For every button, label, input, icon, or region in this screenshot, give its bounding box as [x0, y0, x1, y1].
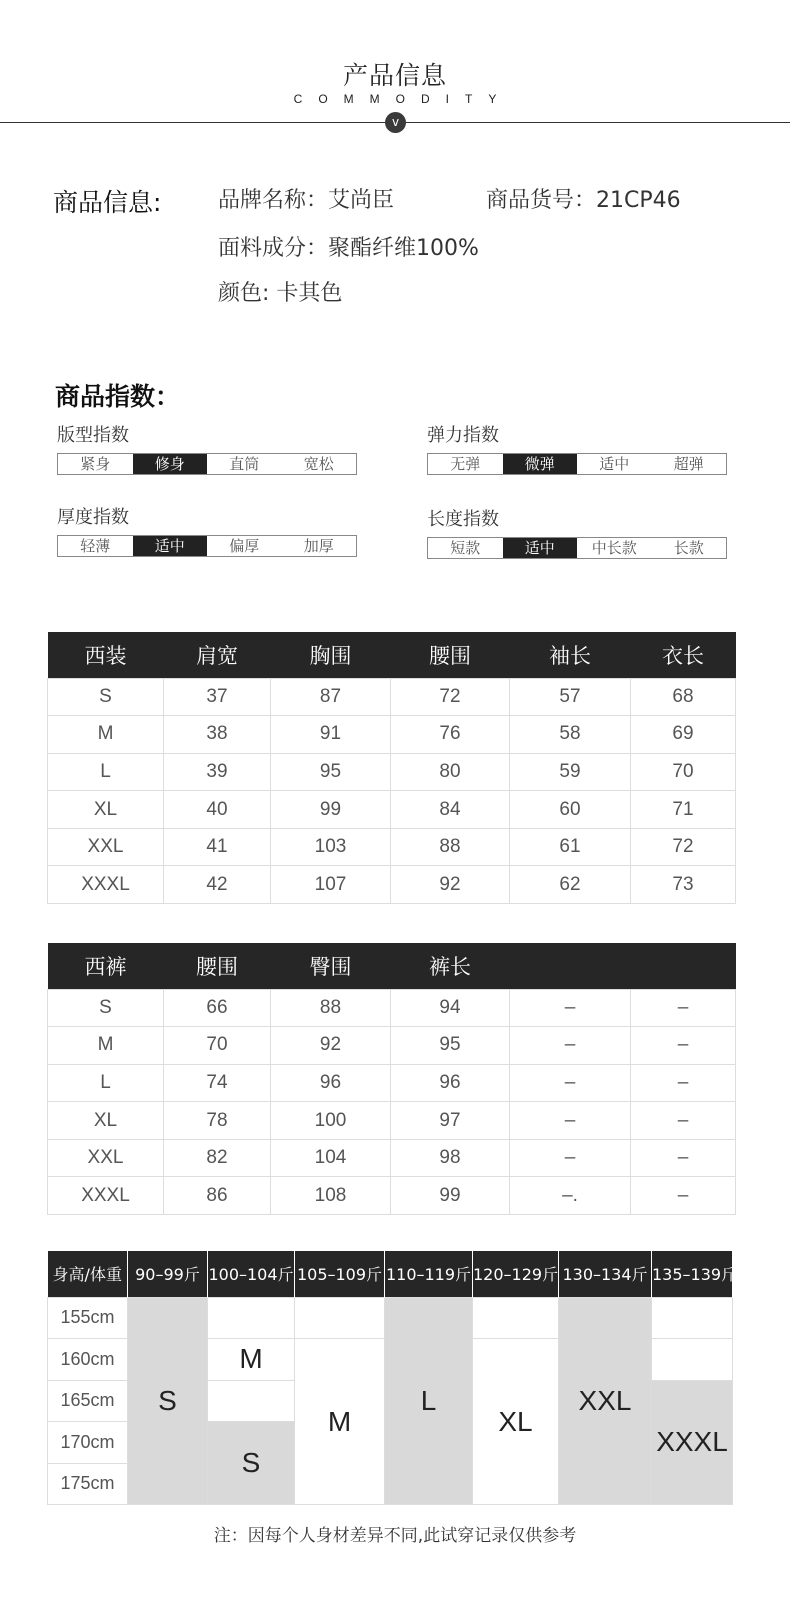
column-header	[510, 943, 631, 989]
weight-header: 90–99斤	[128, 1251, 208, 1297]
thickness-option: 偏厚	[229, 537, 260, 555]
table-header-row	[48, 1251, 733, 1297]
section-subtitle: COMMODITY	[293, 92, 513, 106]
fabric-composition: 面料成分：聚酯纤维100%	[218, 236, 479, 261]
indices-heading: 商品指数：	[55, 382, 181, 411]
table-row	[48, 989, 736, 1027]
measurement-cell: –	[510, 1064, 631, 1102]
table-row	[48, 828, 736, 866]
size-cell: M	[295, 1339, 385, 1505]
measurement-cell: 99	[271, 791, 391, 829]
color-info: 颜色: 卡其色	[218, 281, 343, 306]
size-label: S	[48, 989, 164, 1027]
length-index-scale	[427, 537, 727, 559]
measurement-cell: 96	[271, 1064, 391, 1102]
measurement-cell: 84	[391, 791, 510, 829]
length-option: 中长款	[591, 539, 637, 557]
table-header-row	[48, 943, 736, 989]
size-label: XXL	[48, 828, 164, 866]
size-label: XL	[48, 1102, 164, 1140]
measurement-cell: 87	[271, 678, 391, 716]
measurement-cell: 97	[391, 1102, 510, 1140]
thickness-index	[57, 507, 357, 557]
measurement-cell: 60	[510, 791, 631, 829]
size-label: L	[48, 1064, 164, 1102]
table-row	[48, 753, 736, 791]
weight-header: 110–119斤	[385, 1251, 473, 1297]
weight-header: 135–139斤	[652, 1251, 733, 1297]
table-row	[48, 1102, 736, 1140]
pants-size-table	[47, 943, 736, 1215]
thickness-option: 轻薄	[80, 537, 111, 555]
table-row	[48, 791, 736, 829]
measurement-cell: 80	[391, 753, 510, 791]
measurement-cell: 107	[271, 866, 391, 904]
length-index-label: 长度指数	[427, 509, 499, 530]
height-label: 175cm	[48, 1463, 128, 1505]
measurement-cell: 95	[271, 753, 391, 791]
table-row	[48, 678, 736, 716]
size-label: XXXL	[48, 1177, 164, 1215]
size-label: M	[48, 1027, 164, 1065]
column-header: 西装	[48, 632, 164, 678]
column-header: 袖长	[510, 632, 631, 678]
measurement-cell: 95	[391, 1027, 510, 1065]
height-label: 155cm	[48, 1297, 128, 1339]
measurement-cell: 78	[164, 1102, 271, 1140]
size-label: XL	[48, 791, 164, 829]
measurement-cell: –.	[510, 1177, 631, 1215]
measurement-cell: 68	[631, 678, 736, 716]
size-label: XXXL	[48, 866, 164, 904]
stretch-option: 适中	[599, 455, 630, 473]
table-row	[48, 1177, 736, 1215]
measurement-cell: –	[631, 1064, 736, 1102]
measurement-cell: –	[510, 1139, 631, 1177]
measurement-cell: 70	[164, 1027, 271, 1065]
measurement-cell: 73	[631, 866, 736, 904]
height-label: 165cm	[48, 1380, 128, 1422]
empty-cell	[295, 1297, 385, 1339]
length-option: 长款	[673, 539, 704, 557]
measurement-cell: –	[510, 1027, 631, 1065]
measurement-cell: 72	[631, 828, 736, 866]
column-header: 裤长	[391, 943, 510, 989]
length-option: 短款	[450, 539, 481, 557]
table-row	[48, 1297, 733, 1339]
thickness-option: 适中	[133, 536, 208, 556]
measurement-cell: 61	[510, 828, 631, 866]
chevron-down-icon: v	[385, 112, 406, 133]
measurement-cell: 82	[164, 1139, 271, 1177]
weight-header: 100–104斤	[208, 1251, 295, 1297]
thickness-index-label: 厚度指数	[57, 507, 129, 528]
column-header: 臀围	[271, 943, 391, 989]
measurement-cell: 96	[391, 1064, 510, 1102]
column-header: 腰围	[164, 943, 271, 989]
measurement-cell: 72	[391, 678, 510, 716]
size-cell: M	[208, 1339, 295, 1381]
measurement-cell: 98	[391, 1139, 510, 1177]
weight-header: 120–129斤	[473, 1251, 559, 1297]
empty-cell	[652, 1339, 733, 1381]
stretch-option: 微弹	[503, 454, 578, 474]
column-header	[631, 943, 736, 989]
measurement-cell: 74	[164, 1064, 271, 1102]
measurement-cell: 70	[631, 753, 736, 791]
size-label: M	[48, 716, 164, 754]
section-title: 产品信息	[342, 61, 447, 90]
fit-index-label: 版型指数	[57, 425, 129, 446]
fit-option: 直筒	[229, 455, 260, 473]
measurement-cell: 92	[271, 1027, 391, 1065]
size-cell: S	[208, 1422, 295, 1505]
measurement-cell: 104	[271, 1139, 391, 1177]
measurement-cell: –	[631, 1027, 736, 1065]
length-option: 适中	[503, 538, 578, 558]
measurement-cell: 100	[271, 1102, 391, 1140]
measurement-cell: 69	[631, 716, 736, 754]
empty-cell	[208, 1380, 295, 1422]
measurement-cell: 57	[510, 678, 631, 716]
measurement-cell: 71	[631, 791, 736, 829]
fit-option: 宽松	[303, 455, 334, 473]
measurement-cell: 66	[164, 989, 271, 1027]
item-number: 商品货号：21CP46	[486, 188, 681, 213]
size-cell: XXXL	[652, 1380, 733, 1505]
measurement-cell: 92	[391, 866, 510, 904]
measurement-cell: 86	[164, 1177, 271, 1215]
height-label: 160cm	[48, 1339, 128, 1381]
table-header-row	[48, 632, 736, 678]
column-header: 衣长	[631, 632, 736, 678]
measurement-cell: –	[631, 989, 736, 1027]
stretch-option: 超弹	[673, 455, 704, 473]
suit-size-table	[47, 632, 736, 904]
measurement-cell: 103	[271, 828, 391, 866]
measurement-cell: 88	[271, 989, 391, 1027]
weight-header: 130–134斤	[559, 1251, 652, 1297]
thickness-option: 加厚	[303, 537, 334, 555]
table-row	[48, 1064, 736, 1102]
measurement-cell: 91	[271, 716, 391, 754]
length-index	[427, 509, 727, 559]
table-row	[48, 1139, 736, 1177]
table-row	[48, 716, 736, 754]
thickness-index-scale	[57, 535, 357, 557]
fit-option: 修身	[133, 454, 208, 474]
fit-index-scale	[57, 453, 357, 475]
table-row	[48, 866, 736, 904]
measurement-cell: 39	[164, 753, 271, 791]
measurement-cell: 62	[510, 866, 631, 904]
info-heading: 商品信息:	[53, 188, 162, 217]
measurement-cell: 108	[271, 1177, 391, 1215]
stretch-option: 无弹	[450, 455, 481, 473]
empty-cell	[208, 1297, 295, 1339]
measurement-cell: –	[631, 1139, 736, 1177]
footnote: 注：因每个人身材差异不同,此试穿记录仅供参考	[213, 1526, 577, 1546]
size-cell: XL	[473, 1339, 559, 1505]
column-header: 胸围	[271, 632, 391, 678]
stretch-index	[427, 425, 727, 475]
column-header: 西裤	[48, 943, 164, 989]
measurement-cell: 76	[391, 716, 510, 754]
empty-cell	[652, 1297, 733, 1339]
size-label: S	[48, 678, 164, 716]
measurement-cell: 40	[164, 791, 271, 829]
measurement-cell: 58	[510, 716, 631, 754]
measurement-cell: –	[631, 1177, 736, 1215]
measurement-cell: –	[631, 1102, 736, 1140]
measurement-cell: –	[510, 1102, 631, 1140]
measurement-cell: 37	[164, 678, 271, 716]
empty-cell	[473, 1297, 559, 1339]
size-label: L	[48, 753, 164, 791]
measurement-cell: 99	[391, 1177, 510, 1215]
stretch-index-label: 弹力指数	[427, 425, 499, 446]
measurement-cell: 38	[164, 716, 271, 754]
fit-index	[57, 425, 357, 475]
size-cell: L	[385, 1297, 473, 1505]
stretch-index-scale	[427, 453, 727, 475]
column-header: 腰围	[391, 632, 510, 678]
fit-option: 紧身	[80, 455, 111, 473]
column-header: 肩宽	[164, 632, 271, 678]
size-label: XXL	[48, 1139, 164, 1177]
measurement-cell: 59	[510, 753, 631, 791]
size-cell: S	[128, 1297, 208, 1505]
size-cell: XXL	[559, 1297, 652, 1505]
table-row	[48, 1027, 736, 1065]
measurement-cell: –	[510, 989, 631, 1027]
measurement-cell: 88	[391, 828, 510, 866]
weight-header: 105–109斤	[295, 1251, 385, 1297]
measurement-cell: 41	[164, 828, 271, 866]
height-label: 170cm	[48, 1422, 128, 1464]
height-weight-header: 身高/体重	[48, 1251, 128, 1297]
brand-name: 品牌名称：艾尚臣	[218, 188, 395, 213]
measurement-cell: 42	[164, 866, 271, 904]
measurement-cell: 94	[391, 989, 510, 1027]
size-recommendation-table	[47, 1251, 738, 1505]
